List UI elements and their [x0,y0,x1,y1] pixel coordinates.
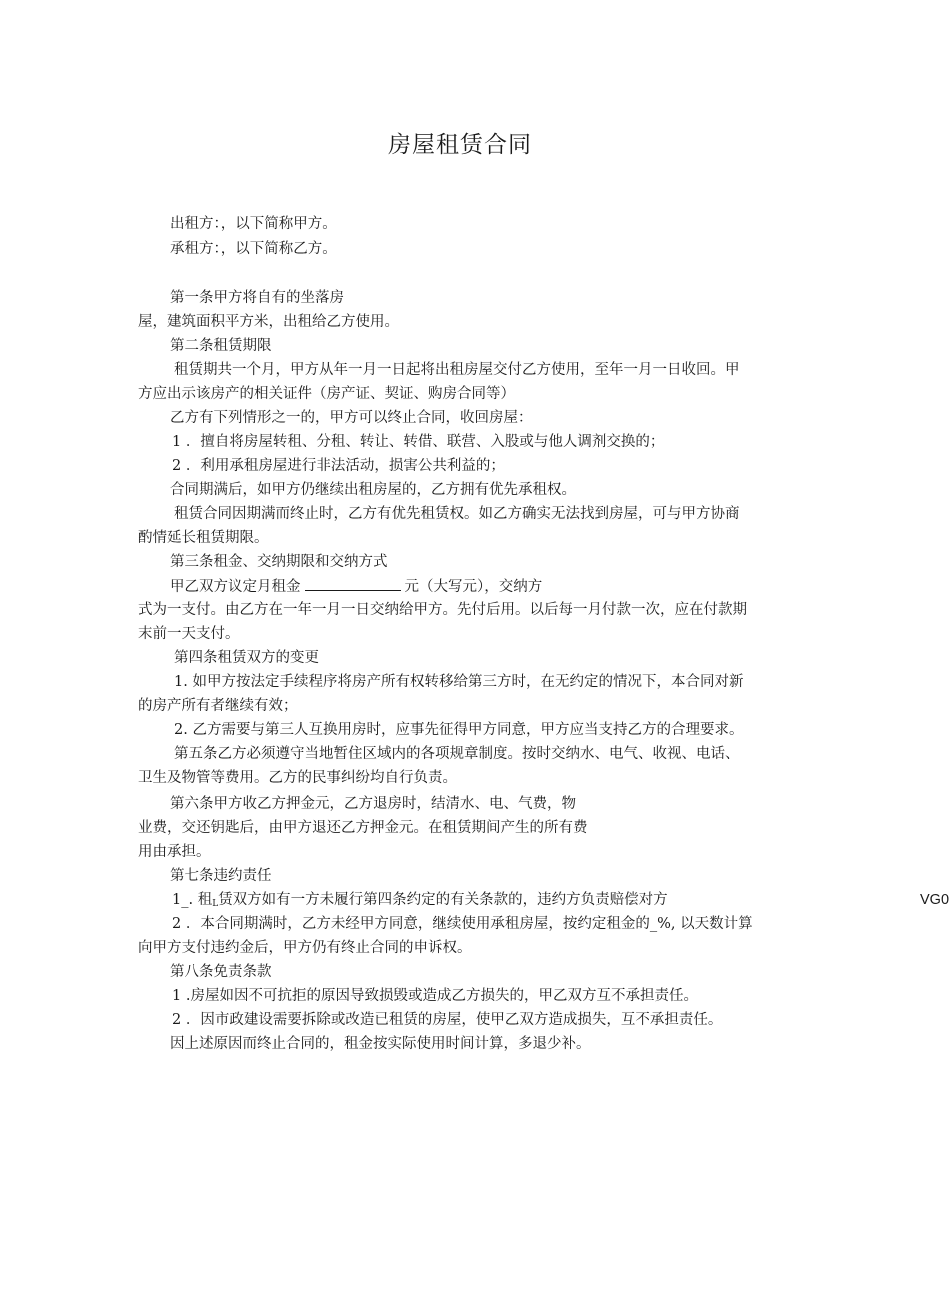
article-8-line-3: 因上述原因而终止合同的，租金按实际使用时间计算，多退少补。 [170,1036,591,1052]
article-8-item-2: 2 ．因市政建设需要拆除或改造已租赁的房屋，使甲乙双方造成损失，互不承担责任。 [172,1012,723,1028]
article-7-item-1 [172,891,949,913]
article-8-heading: 第八条免责条款 [170,964,272,980]
rent-label: 甲乙双方议定月租金 [170,579,301,595]
article-2-line-4: 合同期满后，如甲方仍继续出租房屋的，乙方拥有优先承租权。 [170,482,576,498]
article-2-line-1: 租赁期共一个月，甲方从年一月一日起将出租房屋交付乙方使用，至年一月一日收回。甲 [174,362,740,378]
article-7-item-2-line-2: 向甲方支付违约金后，甲方仍有终止合同的申诉权。 [138,940,472,956]
article-4-item-1-line-2: 的房产所有者继续有效； [138,698,298,714]
article-5-line-1: 第五条乙方必须遵守当地暂住区域内的各项规章制度。按时交纳水、电气、收视、电话、 [174,746,740,762]
article-6-line-1: 第六条甲方收乙方押金元，乙方退房时，结清水、电、气费，物 [170,796,576,812]
article-4-item-1-line-1: 1. 如甲方按法定手续程序将房产所有权转移给第三方时，在无约定的情况下，本合同对新 [174,674,744,690]
page-title: 房屋租赁合同 [388,132,532,158]
article-2-item-2: 2 ．利用承租房屋进行非法活动，损害公共利益的； [172,458,505,474]
article-8-item-1: 1 .房屋如因不可抗拒的原因导致损毁或造成乙方损失的，甲乙双方互不承担责任。 [172,988,698,1004]
article-1-line-2: 屋，建筑面积平方米，出租给乙方使用。 [138,314,399,330]
article-3-heading: 第三条租金、交纳期限和交纳方式 [170,554,388,570]
article-4-heading: 第四条租赁双方的变更 [174,650,319,666]
article-3-line-1 [170,577,542,596]
article-2-item-1: 1 ．擅自将房屋转租、分租、转让、转借、联营、入股或与他人调剂交换的； [172,434,665,450]
article-3-line-3: 末前一天支付。 [138,626,240,642]
rent-amount-blank [305,577,401,591]
article-7-item-1-mark: L [212,899,219,909]
article-5-line-2: 卫生及物管等费用。乙方的民事纠纷均自行负责。 [138,770,457,786]
article-3-line-2: 式为一支付。由乙方在一年一月一日交纳给甲方。先付后用。以后每一月付款一次，应在付款期 [138,602,747,618]
article-2-line-6: 酌情延长租赁期限。 [138,530,269,546]
article-1-line-1: 第一条甲方将自有的坐落房 [170,290,344,306]
article-7-heading: 第七条违约责任 [170,868,272,884]
article-7-item-1-text: 赁双方如有一方未履行第四条约定的有关条款的，违约方负责赔偿对方 [218,892,668,908]
article-2-line-2: 方应出示该房产的相关证件（房产证、契证、购房合同等） [138,386,515,402]
article-4-item-2: 2. 乙方需要与第三人互换用房时，应事先征得甲方同意，甲方应当支持乙方的合理要求。 [174,722,744,738]
lessor-line: 出租方：，以下简称甲方。 [170,216,337,232]
article-2-line-5: 租赁合同因期满而终止时，乙方有优先租赁权。如乙方确实无法找到房屋，可与甲方协商 [174,506,740,522]
article-6-line-2: 业费，交还钥匙后，由甲方退还乙方押金元。在租赁期间产生的所有费 [138,820,588,836]
article-6-line-3: 用由承担。 [138,844,211,860]
lessee-line: 承租方：，以下简称乙方。 [170,241,337,257]
article-2-heading: 第二条租赁期限 [170,338,272,354]
article-7-item-2-line-1: 2 ．本合同期满时，乙方未经甲方同意，继续使用承租房屋，按约定租金的_%, 以天数计算 [172,916,753,932]
article-7-item-1-start: 1_. 租 [172,892,213,908]
rent-suffix: 元（大写元），交纳方 [404,579,543,595]
article-2-line-3: 乙方有下列情形之一的，甲方可以终止合同，收回房屋： [170,410,533,426]
article-7-item-1-end: VG0 [920,892,949,908]
